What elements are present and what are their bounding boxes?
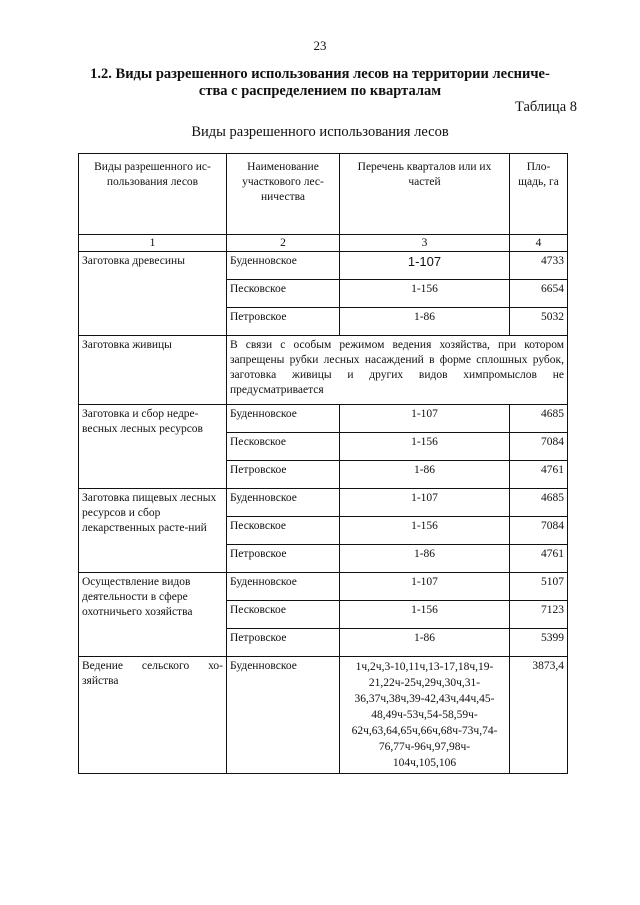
table-row [79, 489, 568, 517]
header-row [79, 154, 568, 235]
forestry-cell: Буденновское [227, 405, 340, 433]
quarters-line: 48,49ч-53ч,54-58,59ч- [371, 709, 478, 721]
quarters-cell: 1-156 [340, 517, 510, 545]
quarters-line: 21,22ч-25ч,29ч,30ч,31- [368, 677, 481, 689]
quarters-line: 76,77ч-96ч,97,98ч- [378, 741, 471, 753]
quarters-line: 104ч,105,106 [392, 757, 457, 769]
quarters-cell: 1-156 [340, 433, 510, 461]
forestry-cell: Петровское [227, 629, 340, 657]
area-cell: 7084 [510, 433, 568, 461]
header-area: Пло-щадь, га [510, 154, 568, 235]
col-number: 4 [510, 235, 568, 252]
use-type-cell: Заготовка пищевых лесных ресурсов и сбор лекарственных расте-ний [79, 489, 227, 573]
area-cell: 4761 [510, 545, 568, 573]
quarters-cell: 1-86 [340, 461, 510, 489]
area-cell: 5032 [510, 308, 568, 336]
table-row [79, 405, 568, 433]
forestry-cell: Петровское [227, 308, 340, 336]
header-use-type: Виды разрешенного ис-пользования лесов [79, 154, 227, 235]
area-cell: 6654 [510, 280, 568, 308]
forestry-cell: Буденновское [227, 657, 340, 774]
use-type-cell: Осуществление видов деятельности в сфере охотничьего хозяйства [79, 573, 227, 657]
area-cell: 7123 [510, 601, 568, 629]
forestry-cell: Буденновское [227, 573, 340, 601]
forestry-cell: Буденновское [227, 252, 340, 280]
quarters-cell: 1-156 [340, 280, 510, 308]
header-forestry: Наименование участкового лес-ничества [227, 154, 340, 235]
quarters-cell: 1-107 [340, 573, 510, 601]
quarters-cell: 1-156 [340, 601, 510, 629]
col-number: 3 [340, 235, 510, 252]
use-type-cell: Заготовка древесины [79, 252, 227, 336]
quarters-cell: 1-86 [340, 545, 510, 573]
area-cell: 4733 [510, 252, 568, 280]
table-row [79, 573, 568, 601]
area-cell: 4761 [510, 461, 568, 489]
forestry-cell: Песковское [227, 601, 340, 629]
area-cell: 5399 [510, 629, 568, 657]
area-cell: 3873,4 [510, 657, 568, 774]
section-heading [80, 66, 560, 100]
table-row [79, 252, 568, 280]
heading-line-1: 1.2. Виды разрешенного использования лесов на территории лесниче- [90, 66, 550, 82]
forestry-cell: Петровское [227, 461, 340, 489]
quarters-cell: 1-86 [340, 308, 510, 336]
quarters-cell: 1-107 [340, 405, 510, 433]
forestry-cell: Песковское [227, 517, 340, 545]
quarters-line: 1ч,2ч,3-10,11ч,13-17,18ч,19- [355, 661, 494, 673]
header-quarters: Перечень кварталов или их частей [340, 154, 510, 235]
page-number: 23 [313, 38, 327, 53]
table-label: Таблица 8 [514, 99, 577, 115]
area-cell: 4685 [510, 489, 568, 517]
forestry-cell: Петровское [227, 545, 340, 573]
quarters-line: 62ч,63,64,65ч,66ч,68ч-73ч,74- [351, 725, 498, 737]
table-row [79, 336, 568, 405]
use-type-cell: Ведение сельского хо-зяйства [79, 657, 227, 774]
use-type-cell: Заготовка живицы [79, 336, 227, 405]
use-type-cell: Заготовка и сбор недре-весных лесных ресурсов [79, 405, 227, 489]
quarters-cell: 1-107 [340, 252, 510, 280]
table-row [79, 657, 568, 774]
forestry-cell: Песковское [227, 433, 340, 461]
area-cell: 7084 [510, 517, 568, 545]
area-cell: 4685 [510, 405, 568, 433]
column-number-row [79, 235, 568, 252]
forestry-cell: Песковское [227, 280, 340, 308]
heading-line-2: ства с распределением по кварталам [198, 83, 442, 99]
col-number: 1 [79, 235, 227, 252]
area-cell: 5107 [510, 573, 568, 601]
quarters-cell: 1-107 [340, 489, 510, 517]
quarters-cell [340, 657, 510, 774]
forest-use-table [78, 153, 568, 774]
table-caption: Виды разрешенного использования лесов [191, 124, 449, 140]
quarters-line: 36,37ч,38ч,39-42,43ч,44ч,45- [354, 693, 495, 705]
quarters-cell: 1-86 [340, 629, 510, 657]
col-number: 2 [227, 235, 340, 252]
note-cell: В связи с особым режимом ведения хозяйства, при котором запрещены рубки лесных насаждений в форме сплошных рубок, заготовка живицы и других видов химпромыслов не предусматривается [227, 336, 568, 405]
forestry-cell: Буденновское [227, 489, 340, 517]
